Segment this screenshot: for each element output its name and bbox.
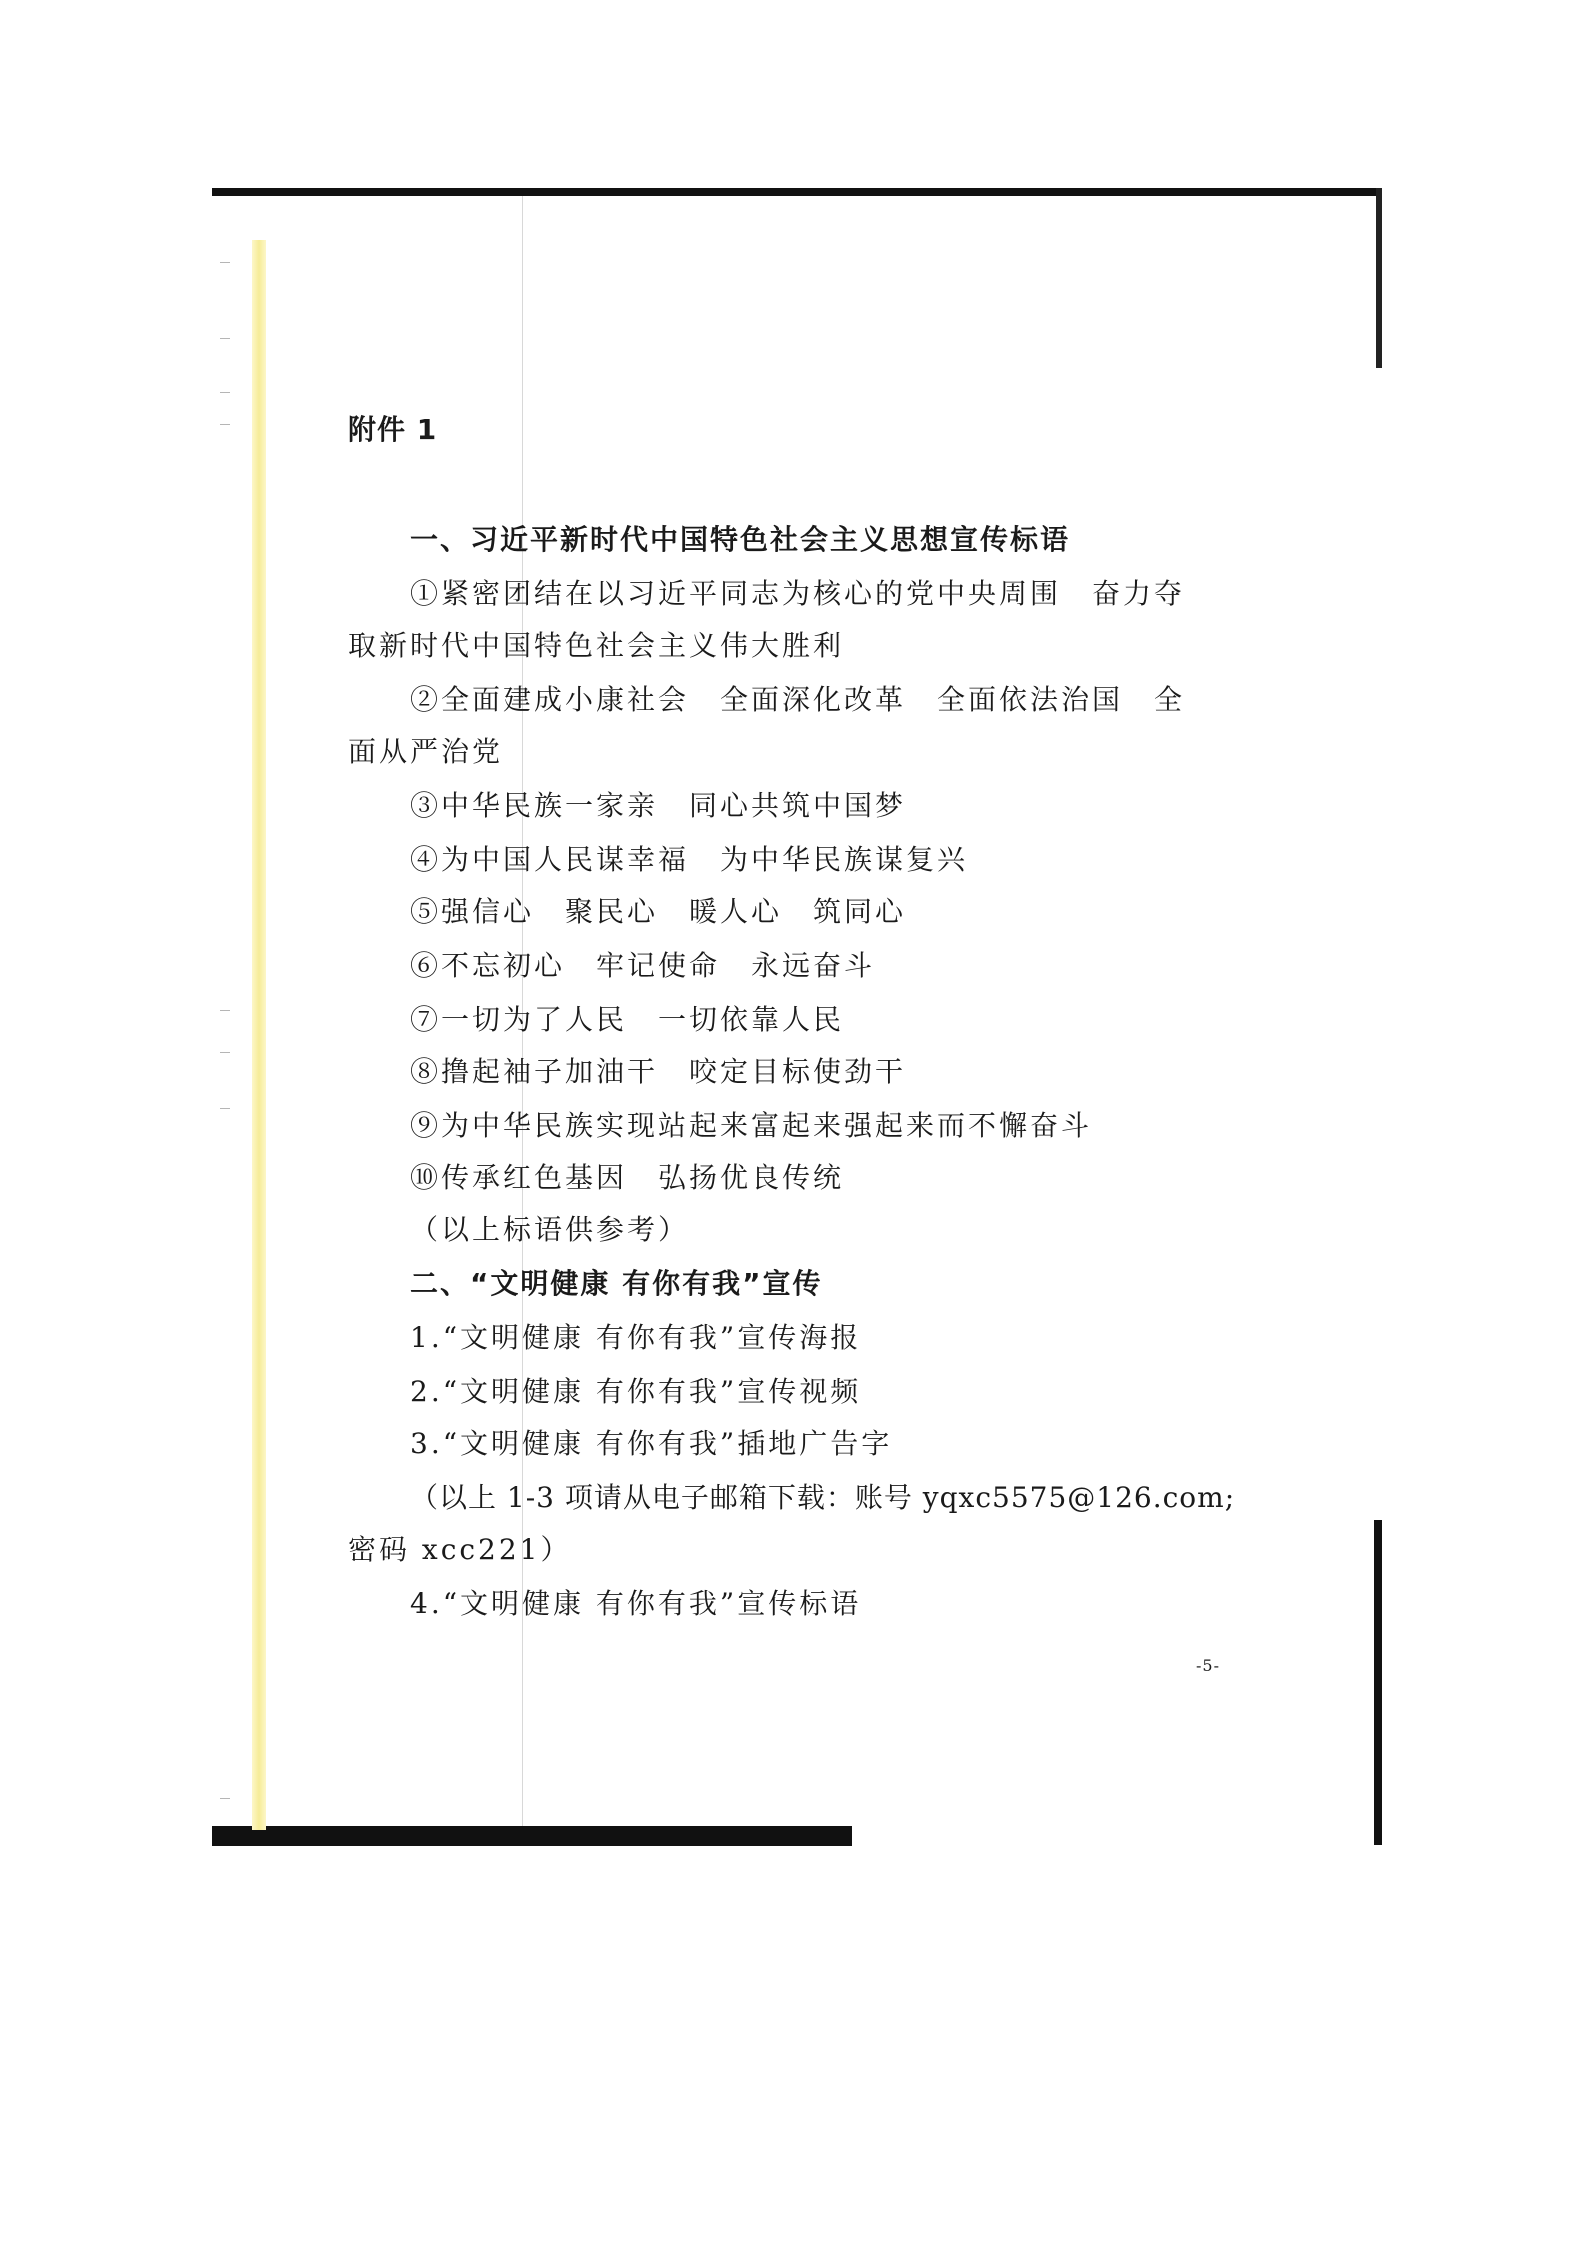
section-2-note-line-1: （以上 1-3 项请从电子邮箱下载：账号 yqxc5575@126.com;: [410, 1481, 1236, 1514]
slogan-10: ⑩传承红色基因 弘扬优良传统: [410, 1161, 845, 1194]
margin-tick: [220, 392, 230, 393]
slogan-1-line-2: 取新时代中国特色社会主义伟大胜利: [348, 629, 845, 662]
slogan-9: ⑨为中华民族实现站起来富起来强起来而不懈奋斗: [410, 1109, 1093, 1142]
section-2-item-4: 4.“文明健康 有你有我”宣传标语: [410, 1587, 862, 1620]
binding-stripe: [252, 240, 266, 1830]
slogan-8: ⑧撸起袖子加油干 咬定目标使劲干: [410, 1055, 907, 1088]
margin-tick: [220, 338, 230, 339]
section-2-item-3: 3.“文明健康 有你有我”插地广告字: [410, 1427, 893, 1460]
section-2-heading: 二、“文明健康 有你有我”宣传: [410, 1267, 823, 1300]
slogan-4: ④为中国人民谋幸福 为中华民族谋复兴: [410, 843, 969, 876]
section-2-note-line-2: 密码 xcc221）: [348, 1533, 572, 1566]
slogan-6: ⑥不忘初心 牢记使命 永远奋斗: [410, 949, 876, 982]
section-1-note: （以上标语供参考）: [410, 1213, 690, 1246]
page-number: -5-: [1196, 1656, 1220, 1675]
scan-edge-bottom: [212, 1826, 852, 1846]
attachment-label: 附件 1: [348, 413, 438, 446]
slogan-2-line-1: ②全面建成小康社会 全面深化改革 全面依法治国 全: [410, 683, 1186, 716]
section-2-item-1: 1.“文明健康 有你有我”宣传海报: [410, 1321, 862, 1354]
margin-tick: [220, 1010, 230, 1011]
slogan-1-line-1: ①紧密团结在以习近平同志为核心的党中央周围 奋力夺: [410, 577, 1186, 610]
section-2-item-2: 2.“文明健康 有你有我”宣传视频: [410, 1375, 862, 1408]
margin-tick: [220, 262, 230, 263]
margin-tick: [220, 424, 230, 425]
scan-edge-right-bottom: [1374, 1520, 1382, 1845]
margin-tick: [220, 1052, 230, 1053]
slogan-7: ⑦一切为了人民 一切依靠人民: [410, 1003, 845, 1036]
section-1-heading: 一、习近平新时代中国特色社会主义思想宣传标语: [410, 523, 1071, 556]
slogan-2-line-2: 面从严治党: [348, 735, 504, 768]
slogan-5: ⑤强信心 聚民心 暖人心 筑同心: [410, 895, 907, 928]
margin-tick: [220, 1108, 230, 1109]
margin-tick: [220, 1798, 230, 1799]
scan-edge-right-top: [1376, 188, 1382, 368]
slogan-3: ③中华民族一家亲 同心共筑中国梦: [410, 789, 907, 822]
scan-edge-top: [212, 188, 1382, 196]
